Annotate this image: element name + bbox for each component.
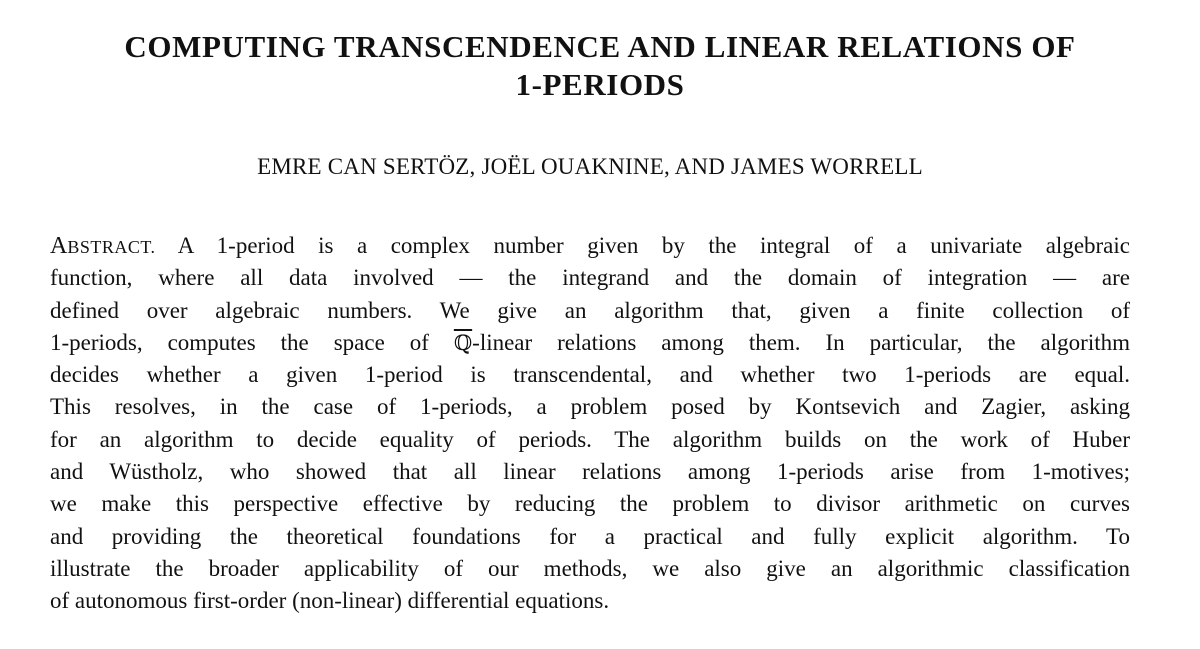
- abstract-line-1: ABSTRACT. A 1-period is a complex number given by the integral of a univariate algebraic: [50, 233, 1130, 259]
- abstract: [50, 230, 1130, 618]
- abstract-line-2: function, where all data involved — the integrand and the domain of integration — are: [50, 265, 1130, 291]
- abstract-line-4: 1-periods, computes the space of ℚ-linear relations among them. In particular, the algorithm: [50, 329, 1130, 355]
- abstract-line-5: decides whether a given 1-period is transcendental, and whether two 1-periods are equal.: [50, 362, 1130, 388]
- abstract-line-6: This resolves, in the case of 1-periods, a problem posed by Kontsevich and Zagier, asking: [50, 394, 1130, 420]
- abstract-line-8: and Wüstholz, who showed that all linear relations among 1-periods arise from 1-motives;: [50, 459, 1130, 485]
- abstract-line-10: and providing the theoretical foundations for a practical and fully explicit algorithm. To: [50, 523, 1130, 549]
- abstract-line-3: defined over algebraic numbers. We give an algorithm that, given a finite collection of: [50, 297, 1130, 323]
- title-line-2: 1-PERIODS: [515, 67, 685, 102]
- abstract-line-12: of autonomous first-order (non-linear) differential equations.: [50, 588, 610, 614]
- abstract-label: ABSTRACT.: [50, 233, 156, 259]
- abstract-line-11: illustrate the broader applicability of our methods, we also give an algorithmic classification: [50, 555, 1130, 581]
- title-line-1: COMPUTING TRANSCENDENCE AND LINEAR RELATIONS OF: [124, 29, 1076, 64]
- abstract-line-7: for an algorithm to decide equality of periods. The algorithm builds on the work of Huber: [50, 426, 1130, 452]
- abstract-line-9: we make this perspective effective by reducing the problem to divisor arithmetic on curves: [50, 491, 1130, 517]
- algebraic-closure-symbol: ℚ: [453, 330, 473, 355]
- paper-title: [0, 28, 1200, 104]
- author-list: EMRE CAN SERTÖZ, JOËL OUAKNINE, AND JAMES WORRELL: [257, 154, 923, 179]
